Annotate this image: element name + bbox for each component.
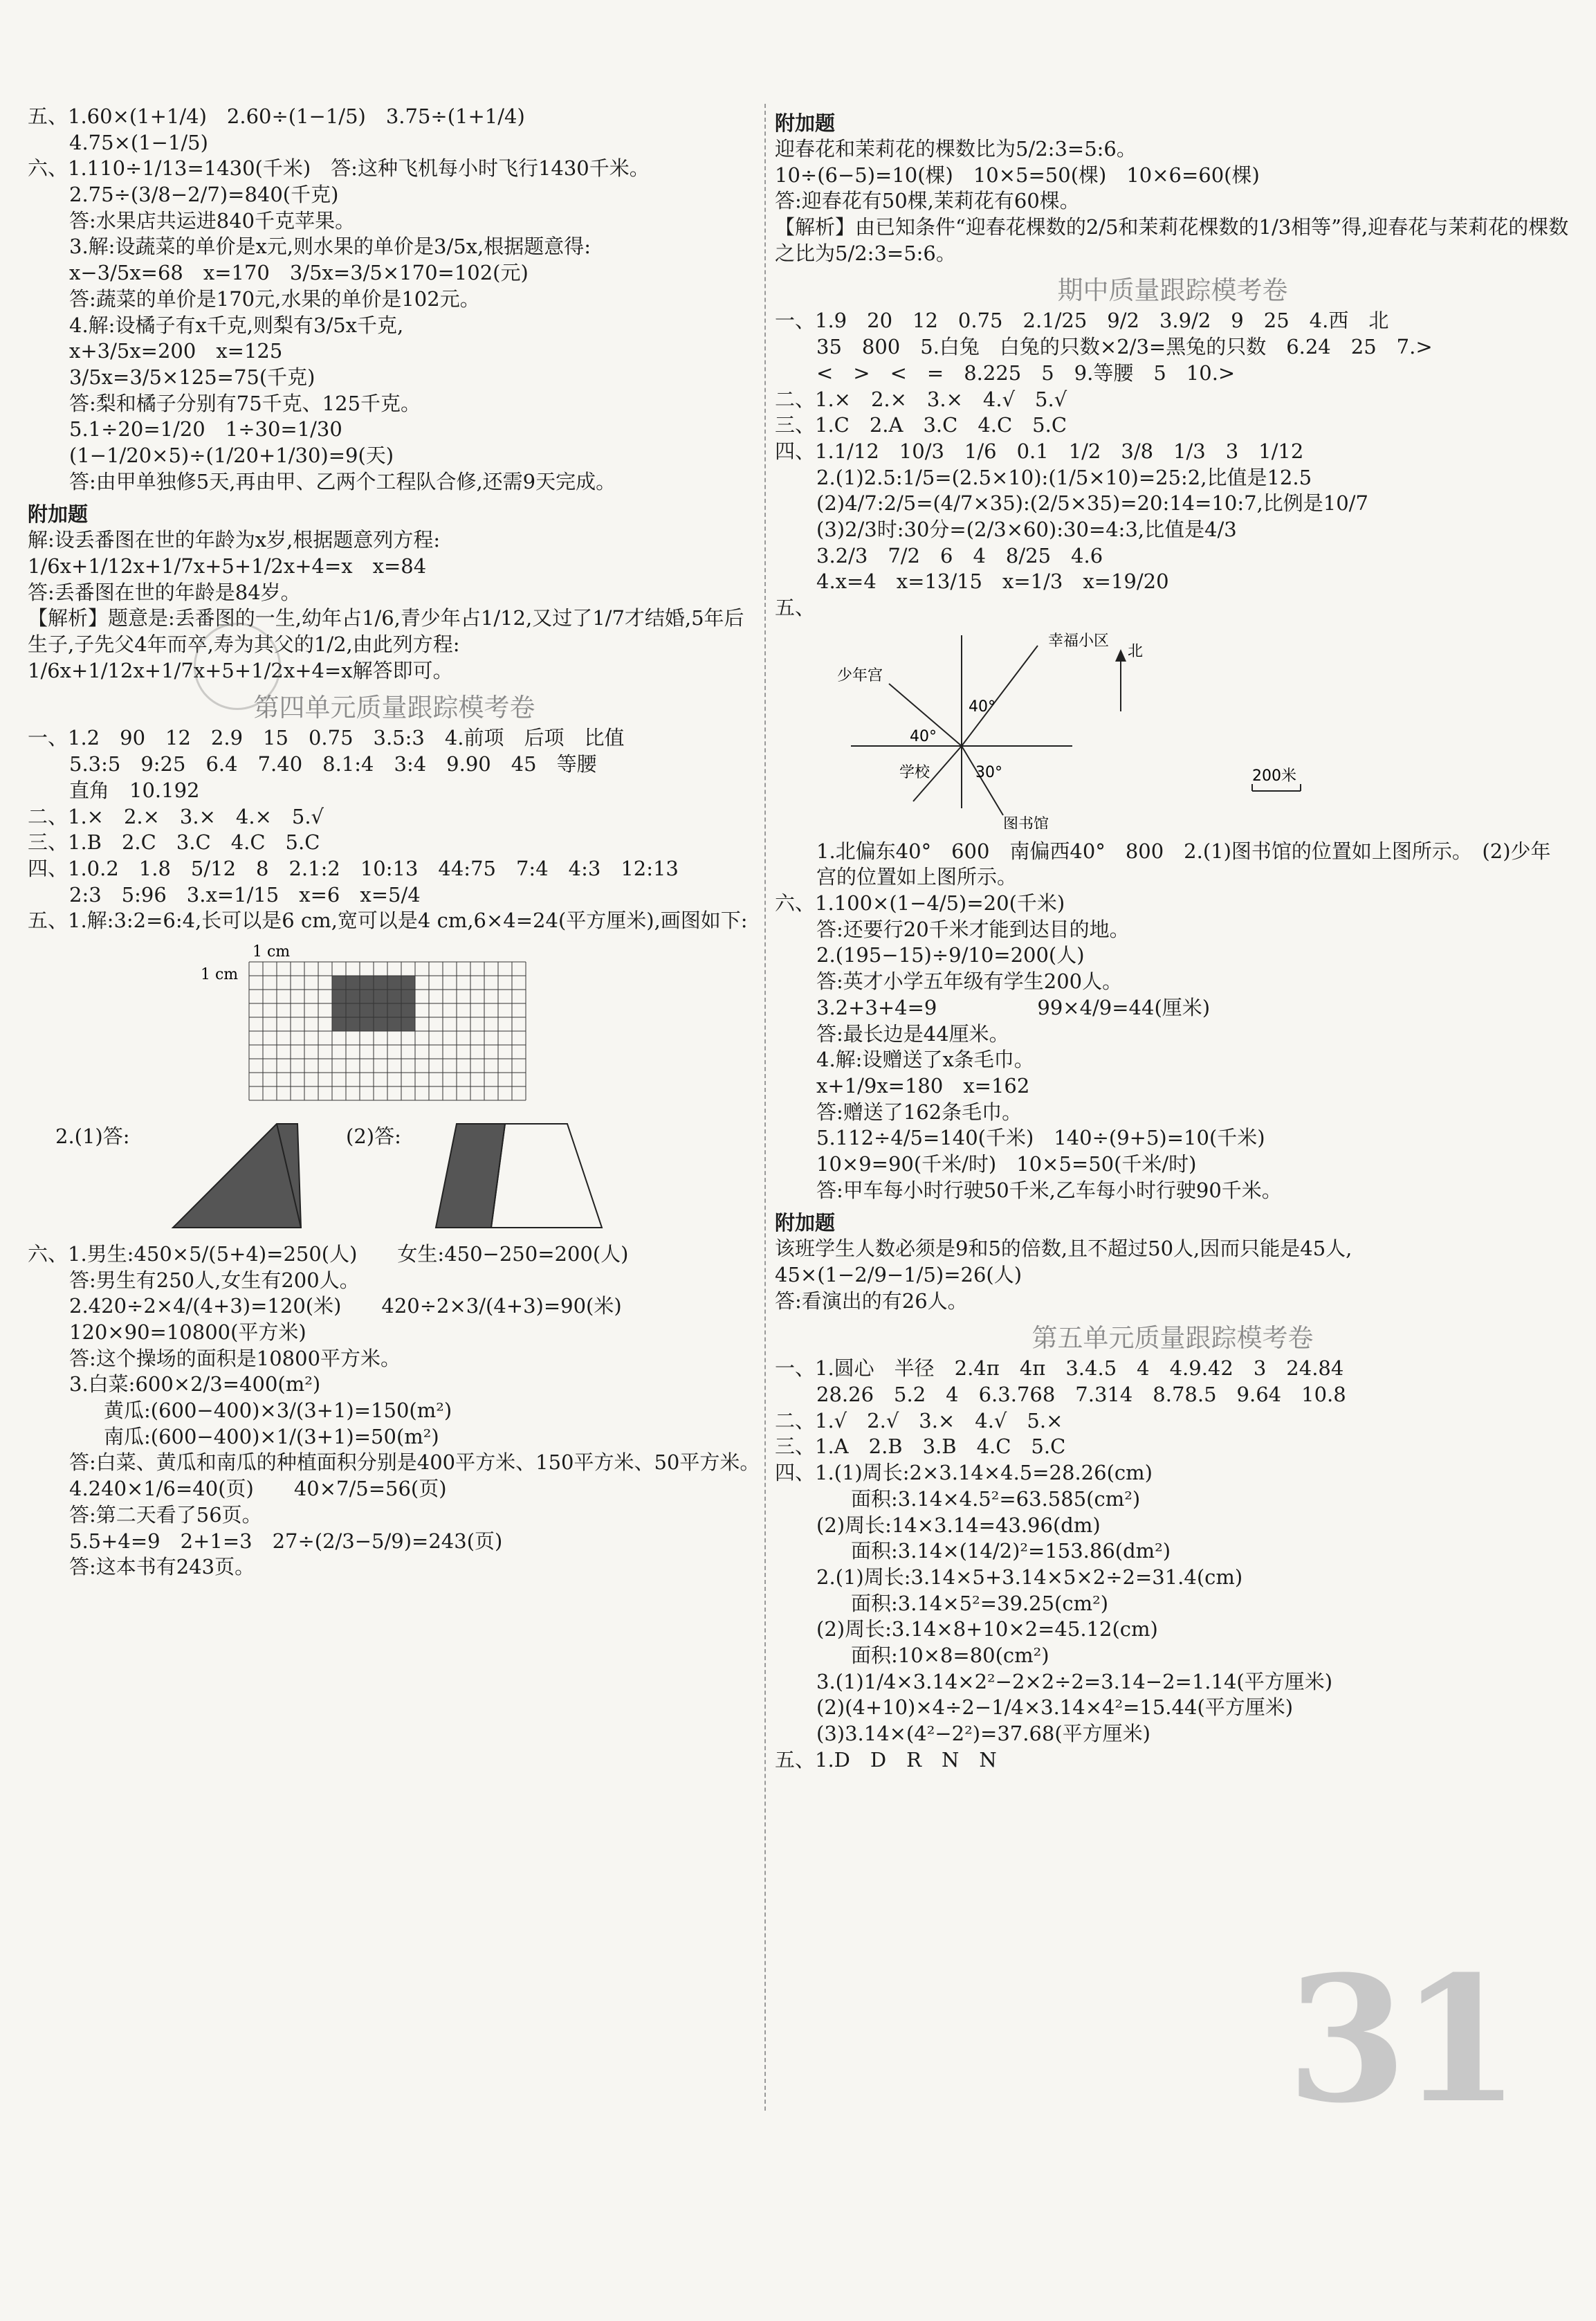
answer-line: 3.解:设蔬菜的单价是x元,则水果的单价是3/5x,根据题意得: — [69, 235, 591, 259]
answer-line: 解:设丢番图在世的年龄为x岁,根据题意列方程: — [28, 528, 441, 552]
north-arrow-head — [1115, 649, 1126, 662]
answer-line: 答:白菜、黄瓜和南瓜的种植面积分别是400平方米、150平方米、50平方米。 — [69, 1450, 760, 1475]
answer-line: 1/6x+1/12x+1/7x+5+1/2x+4=x解答即可。 — [28, 658, 453, 682]
answer-line: 二、1.× 2.× 3.× 4.× 5.√ — [28, 804, 324, 828]
answer-line: (3)3.14×(4²−2²)=37.68(平方厘米) — [816, 1722, 1150, 1745]
answer-line: 4.75×(1−1/5) — [69, 130, 208, 154]
right-top-answers — [775, 136, 1570, 266]
answer-line: 三、1.A 2.B 3.B 4.C 5.C — [775, 1435, 1066, 1459]
answer-line: 一、1.9 20 12 0.75 2.1/25 9/2 3.9/2 9 25 4.西 北 — [775, 309, 1389, 333]
map-ray-xingfu — [962, 646, 1038, 746]
answer-line: 3.2/3 7/2 6 4 8/25 4.6 — [816, 543, 1103, 567]
grid-top-label: 1 cm — [253, 943, 291, 961]
answer-line: 答:迎春花有50棵,茉莉花有60棵。 — [775, 189, 1080, 213]
shapes-figure — [28, 1117, 761, 1235]
answer-line: 5.112÷4/5=140(千米) 140÷(9+5)=10(千米) — [816, 1126, 1265, 1150]
answer-line: 面积:3.14×(14/2)²=153.86(dm²) — [851, 1539, 1171, 1563]
answer-line: 面积:3.14×5²=39.25(cm²) — [851, 1591, 1109, 1615]
answer-line: 答:蔬菜的单价是170元,水果的单价是102元。 — [69, 286, 480, 311]
answer-line: 答:由甲单独修5天,再由甲、乙两个工程队合修,还需9天完成。 — [69, 469, 616, 493]
midterm-answers-b — [775, 839, 1570, 1204]
answer-line: 四、1.0.2 1.8 5/12 8 2.1:2 10:13 44:75 7:4 4:3 12:13 — [28, 856, 679, 880]
answer-line: 二、1.√ 2.√ 3.× 4.√ 5.× — [775, 1408, 1063, 1432]
xingfu-label: 幸福小区 — [1048, 632, 1110, 650]
answer-line: 该班学生人数必须是9和5的倍数,且不超过50人,因而只能是45人, — [775, 1237, 1352, 1261]
midterm-answers — [775, 308, 1570, 621]
answer-line: 1.北偏东40° 600 南偏西40° 800 2.(1)图书馆的位置如上图所示。 (2)少年宫的位置如上图所示。 — [816, 839, 1551, 889]
answer-line: (2)周长:3.14×8+10×2=45.12(cm) — [816, 1617, 1158, 1641]
unit4-answers — [28, 725, 761, 934]
stamp-mark — [194, 623, 281, 710]
answer-line: (3)2/3时:30分=(2/3×60):30=4:3,比值是4/3 — [816, 517, 1237, 541]
answer-line: x+3/5x=200 x=125 — [69, 339, 283, 363]
answer-line: (2)周长:14×3.14=43.96(dm) — [816, 1513, 1101, 1537]
answer-line: 答:还要行20千米才能到达目的地。 — [816, 917, 1130, 941]
answer-line: 五、 — [775, 596, 816, 619]
angle-label-2: 40° — [910, 727, 937, 745]
answer-line: 四、1.(1)周长:2×3.14×4.5=28.26(cm) — [775, 1461, 1153, 1485]
answer-line: 答:甲车每小时行驶50千米,乙车每小时行驶90千米。 — [816, 1178, 1282, 1202]
answer-line: 南瓜:(600−400)×1/(3+1)=50(m²) — [104, 1424, 439, 1448]
answer-line: 一、1.圆心 半径 2.4π 4π 3.4.5 4 4.9.42 3 24.84 — [775, 1356, 1344, 1381]
q2-label-1: 2.(1)答: — [55, 1124, 130, 1148]
midterm-title: 期中质量跟踪模考卷 — [1057, 275, 1288, 306]
answer-line: 4.x=4 x=13/15 x=1/3 x=19/20 — [816, 570, 1169, 594]
answer-line: 答:这本书有243页。 — [69, 1555, 255, 1579]
answer-line: (1−1/20×5)÷(1/20+1/30)=9(天) — [69, 443, 394, 467]
grid-left-label: 1 cm — [201, 965, 239, 983]
answer-line: 5.3:5 9:25 6.4 7.40 8.1:4 3:4 9.90 45 等腰 — [69, 752, 597, 776]
answer-line: 五、1.解:3:2=6:4,长可以是6 cm,宽可以是4 cm,6×4=24(平方厘米),画图如下: — [28, 909, 748, 933]
answer-line: 2.(195−15)÷9/10=200(人) — [816, 943, 1085, 967]
answer-line: 直角 10.192 — [69, 778, 200, 802]
answer-line: 二、1.× 2.× 3.× 4.√ 5.√ — [775, 387, 1067, 411]
direction-map — [775, 628, 1570, 832]
answer-line: 3.白菜:600×2/3=400(m²) — [69, 1372, 321, 1396]
answer-line: 答:男生有250人,女生有200人。 — [69, 1268, 360, 1292]
answer-line: 2:3 5:96 3.x=1/15 x=6 x=5/4 — [69, 882, 421, 907]
left-answers — [28, 104, 761, 495]
shaonian-label: 少年宫 — [837, 666, 883, 684]
q2-label-2: (2)答: — [346, 1124, 401, 1148]
answer-line: 三、1.B 2.C 3.C 4.C 5.C — [28, 830, 320, 855]
direction-map-drawing — [775, 628, 1397, 829]
library-label: 图书馆 — [1003, 815, 1049, 829]
answer-line: 面积:10×8=80(cm²) — [851, 1643, 1049, 1667]
angle-label-1: 40° — [969, 698, 996, 716]
north-label: 北 — [1128, 642, 1144, 660]
answer-line: 120×90=10800(平方米) — [69, 1320, 306, 1344]
answer-line: 六、1.110÷1/13=1430(千米) 答:这种飞机每小时飞行1430千米。 — [28, 156, 650, 181]
grid-drawing — [28, 941, 553, 1107]
answer-line: 一、1.2 90 12 2.9 15 0.75 3.5:3 4.前项 后项 比值 — [28, 726, 625, 750]
answer-line: 【解析】由已知条件“迎春花棵数的2/5和茉莉花棵数的1/3相等”得,迎春花与茉莉花的棵数之比为5/2:3=5:6。 — [775, 215, 1569, 265]
answer-line: 答:英才小学五年级有学生200人。 — [816, 970, 1123, 994]
answer-line: 答:梨和橘子分别有75千克、125千克。 — [69, 391, 421, 415]
left-triangle-shaded — [173, 1124, 301, 1228]
answer-line: < > < = 8.225 5 9.等腰 5 10.> — [816, 361, 1236, 385]
answer-line: 面积:3.14×4.5²=63.585(cm²) — [851, 1486, 1141, 1511]
right-shape-outline — [491, 1124, 602, 1228]
right-extra2-answers — [775, 1236, 1570, 1314]
right-extra-heading: 附加题 — [775, 111, 836, 135]
page-number: 31 — [1287, 1938, 1514, 2141]
answer-line: 2.(1)2.5:1/5=(2.5×10):(1/5×10)=25:2,比值是12.5 — [816, 465, 1312, 489]
answer-line: 3/5x=3/5×125=75(千克) — [69, 365, 315, 389]
answer-line: 3.2+3+4=9 99×4/9=44(厘米) — [816, 995, 1211, 1019]
answer-line: 五、1.60×(1+1/4) 2.60÷(1−1/5) 3.75÷(1+1/4) — [28, 104, 525, 128]
unit4-answers-b — [28, 1241, 761, 1581]
answer-line: 4.240×1/6=40(页) 40×7/5=56(页) — [69, 1477, 447, 1501]
answer-line: 答:赠送了162条毛巾。 — [816, 1100, 1022, 1124]
answer-line: 2.75÷(3/8−2/7)=840(千克) — [69, 183, 339, 207]
answer-line: 2.420÷2×4/(4+3)=120(米) 420÷2×3/(4+3)=90(米) — [69, 1294, 622, 1318]
answer-line: 3.(1)1/4×3.14×2²−2×2÷2=3.14−2=1.14(平方厘米) — [816, 1669, 1333, 1693]
answer-line: x−3/5x=68 x=170 3/5x=3/5×170=102(元) — [69, 261, 529, 285]
shapes-drawing — [28, 1117, 650, 1235]
left-extra-heading: 附加题 — [28, 502, 89, 527]
answer-line: (2)(4+10)×4÷2−1/4×3.14×4²=15.44(平方厘米) — [816, 1695, 1294, 1720]
scale-label: 200米 — [1252, 767, 1296, 785]
answer-line: 5.5+4=9 2+1=3 27÷(2/3−5/9)=243(页) — [69, 1529, 503, 1553]
grid-figure — [28, 941, 761, 1110]
answer-line: 答:看演出的有26人。 — [775, 1289, 968, 1313]
angle-label-3: 30° — [975, 763, 1002, 781]
answer-line: 【解析】题意是:丢番图的一生,幼年占1/6,青少年占1/12,又过了1/7才结婚,5年后生子,子先父4年而卒,寿为其父的1/2,由此列方程: — [28, 606, 744, 657]
school-label: 学校 — [899, 763, 930, 781]
answer-line: 10÷(6−5)=10(棵) 10×5=50(棵) 10×6=60(棵) — [775, 163, 1260, 187]
answer-line: 5.1÷20=1/20 1÷30=1/30 — [69, 417, 342, 442]
unit5-title: 第五单元质量跟踪模考卷 — [1031, 1323, 1314, 1354]
right-shape-shaded — [436, 1124, 505, 1228]
answer-line: 三、1.C 2.A 3.C 4.C 5.C — [775, 413, 1067, 437]
answer-line: 28.26 5.2 4 6.3.768 7.314 8.78.5 9.64 10.8 — [816, 1383, 1346, 1407]
answer-line: 45×(1−2/9−1/5)=26(人) — [775, 1263, 1022, 1286]
right-column — [775, 104, 1570, 1773]
answer-line: 答:第二天看了56页。 — [69, 1502, 262, 1527]
answer-line: 答:这个操场的面积是10800平方米。 — [69, 1346, 401, 1370]
answer-line: 六、1.男生:450×5/(5+4)=250(人) 女生:450−250=200(人) — [28, 1241, 629, 1266]
answer-line: 2.(1)周长:3.14×5+3.14×5×2÷2=31.4(cm) — [816, 1565, 1243, 1589]
answer-line: 四、1.1/12 10/3 1/6 0.1 1/2 3/8 1/3 3 1/12 — [775, 439, 1304, 463]
answer-line: 答:最长边是44厘米。 — [816, 1021, 1009, 1046]
column-divider — [764, 104, 766, 2111]
answer-line: 35 800 5.白兔 白兔的只数×2/3=黑兔的只数 6.24 25 7.> — [816, 335, 1433, 359]
answer-line: 4.解:设橘子有x千克,则梨有3/5x千克, — [69, 313, 404, 337]
answer-line: 答:水果店共运进840千克苹果。 — [69, 208, 356, 233]
answer-line: 10×9=90(千米/时) 10×5=50(千米/时) — [816, 1152, 1197, 1176]
answer-line: 五、1.D D R N N — [775, 1747, 997, 1772]
answer-line: 答:丢番图在世的年龄是84岁。 — [28, 580, 301, 604]
answer-line: x+1/9x=180 x=162 — [816, 1073, 1030, 1098]
answer-line: 4.解:设赠送了x条毛巾。 — [816, 1048, 1034, 1072]
answer-line: 黄瓜:(600−400)×3/(3+1)=150(m²) — [104, 1399, 452, 1423]
left-column — [28, 104, 761, 1581]
left-extra-answers — [28, 527, 761, 684]
answer-line: (2)4/7:2/5=(4/7×35):(2/5×35)=20:14=10:7,比例是10/7 — [816, 491, 1368, 516]
unit4-title: 第四单元质量跟踪模考卷 — [253, 693, 535, 723]
right-extra2-heading: 附加题 — [775, 1211, 836, 1235]
unit5-answers — [775, 1356, 1570, 1773]
answer-line: 1/6x+1/12x+1/7x+5+1/2x+4=x x=84 — [28, 554, 427, 578]
answer-line: 迎春花和茉莉花的棵数比为5/2:3=5:6。 — [775, 137, 1137, 161]
answer-line: 六、1.100×(1−4/5)=20(千米) — [775, 891, 1065, 916]
